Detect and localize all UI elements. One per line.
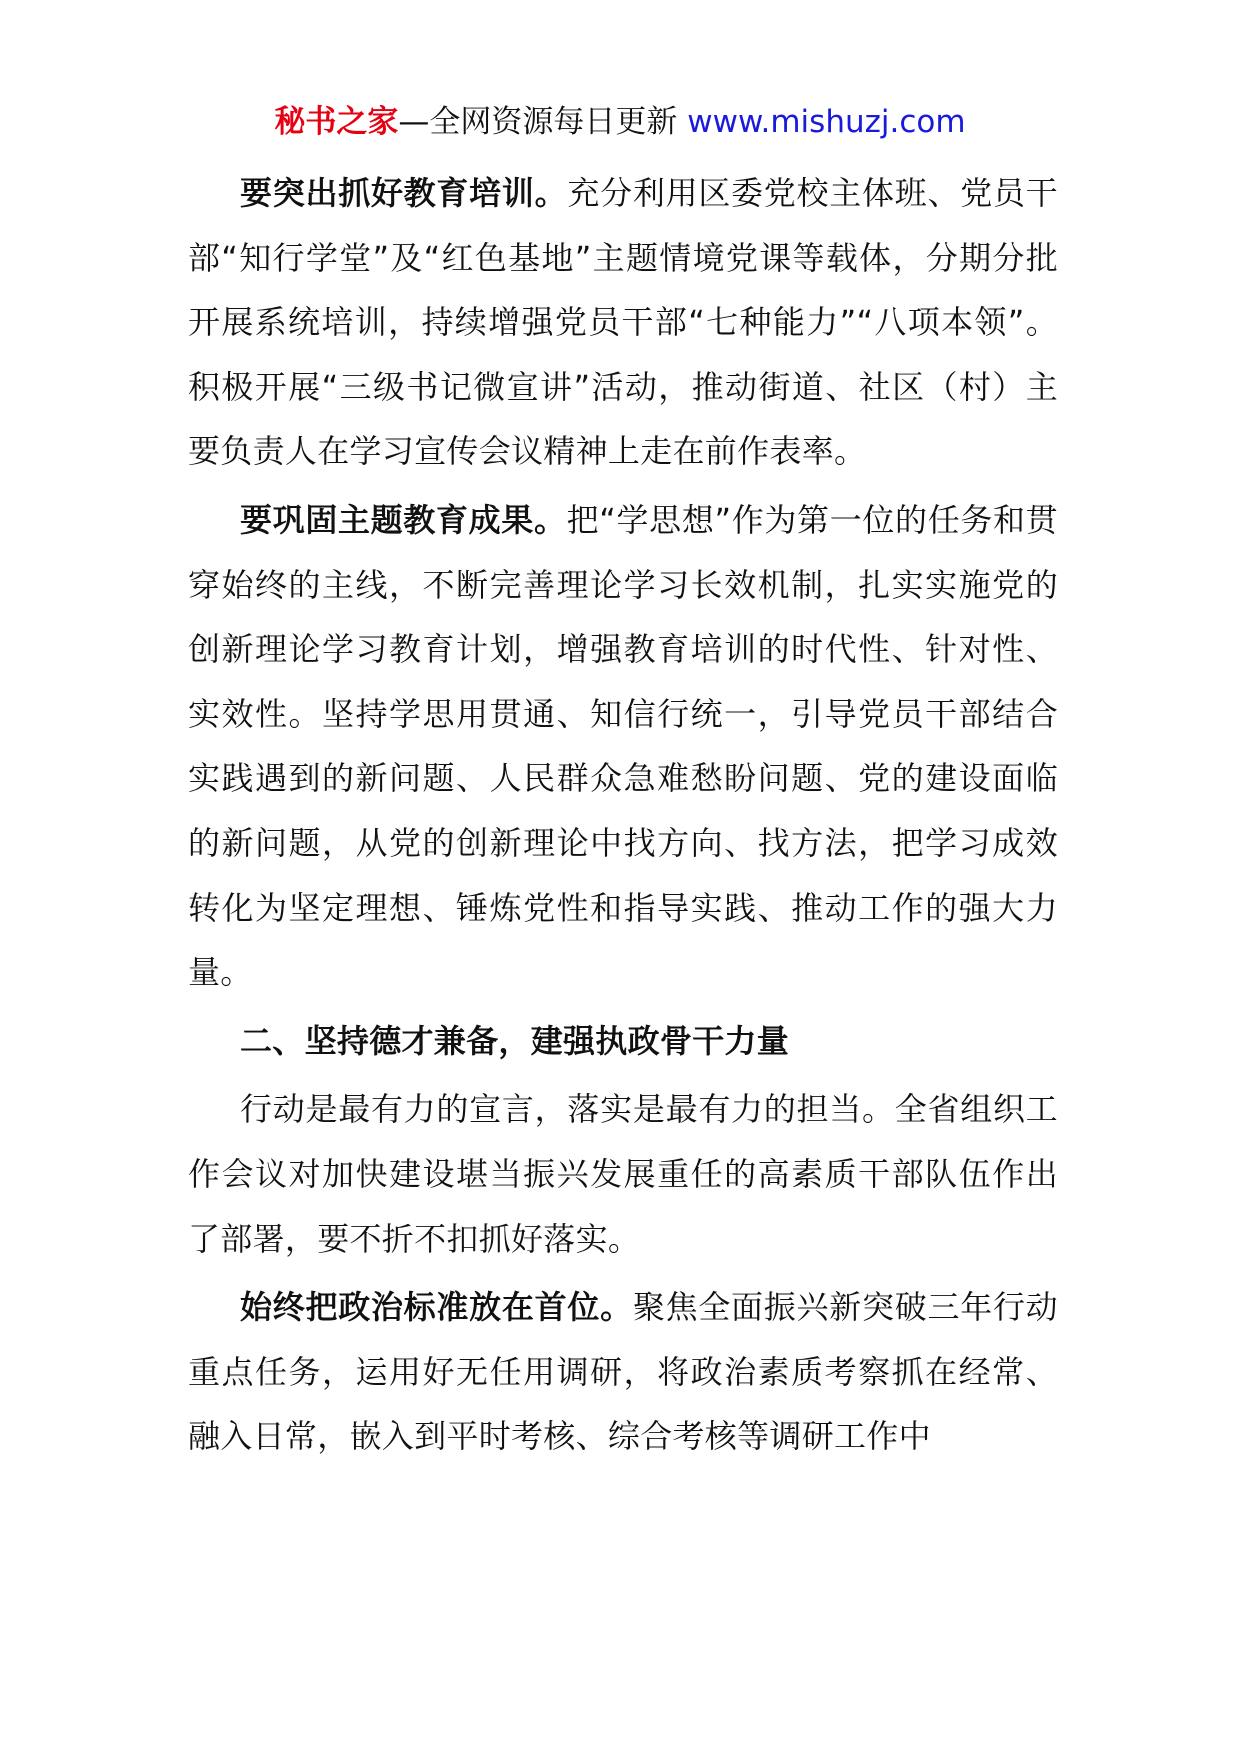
paragraph-text: 把“学思想”作为第一位的任务和贯穿始终的主线，不断完善理论学习长效机制，扎实实施党的创新理论学习教育计划，增强教育培训的时代性、针对性、实效性。坚持学思用贯通、知信行统一，引导党员干部结合实践遇到的新问题、人民群众急难愁盼问题、党的建设面临的新问题，从党的创新理论中找方向、找方法，把学习成效转化为坚定理想、锤炼党性和指导实践、推动工作的强大力量。 [188, 500, 1058, 992]
paragraph-lead: 要突出抓好教育培训。 [240, 174, 568, 212]
header-url[interactable]: www.mishuzj.com [687, 104, 966, 140]
page-header [0, 100, 1240, 144]
paragraph-action-statement [188, 1077, 1058, 1271]
paragraph-lead: 要巩固主题教育成果。 [240, 500, 567, 539]
header-slogan: —全网资源每日更新 [398, 104, 678, 140]
section-heading: 二、坚持德才兼备，建强执政骨干力量 [240, 1021, 790, 1060]
brand-name: 秘书之家 [274, 104, 399, 140]
paragraph-text: 充分利用区委党校主体班、党员干部“知行学堂”及“红色基地”主题情境党课等载体，分期分批开展系统培训，持续增强党员干部“七种能力”“八项本领”。积极开展“三级书记微宣讲”活动，推动街道、社区（村）主要负责人在学习宣传会议精神上走在前作表率。 [188, 174, 1058, 471]
paragraph-political-standard [188, 1275, 1058, 1469]
paragraph-text: 聚焦全面振兴新突破三年行动重点任务，运用好无任用调研，将政治素质考察抓在经常、融入日常，嵌入到平时考核、综合考核等调研工作中 [188, 1288, 1058, 1456]
document-body [188, 161, 1058, 1473]
paragraph-text: 行动是最有力的宣言，落实是最有力的担当。全省组织工作会议对加快建设堪当振兴发展重任的高素质干部队伍作出了部署，要不折不扣抓好落实。 [188, 1090, 1058, 1258]
paragraph-lead: 始终把政治标准放在首位。 [240, 1288, 633, 1327]
paragraph-theme-education [188, 488, 1058, 1005]
paragraph-education-training [188, 161, 1058, 484]
